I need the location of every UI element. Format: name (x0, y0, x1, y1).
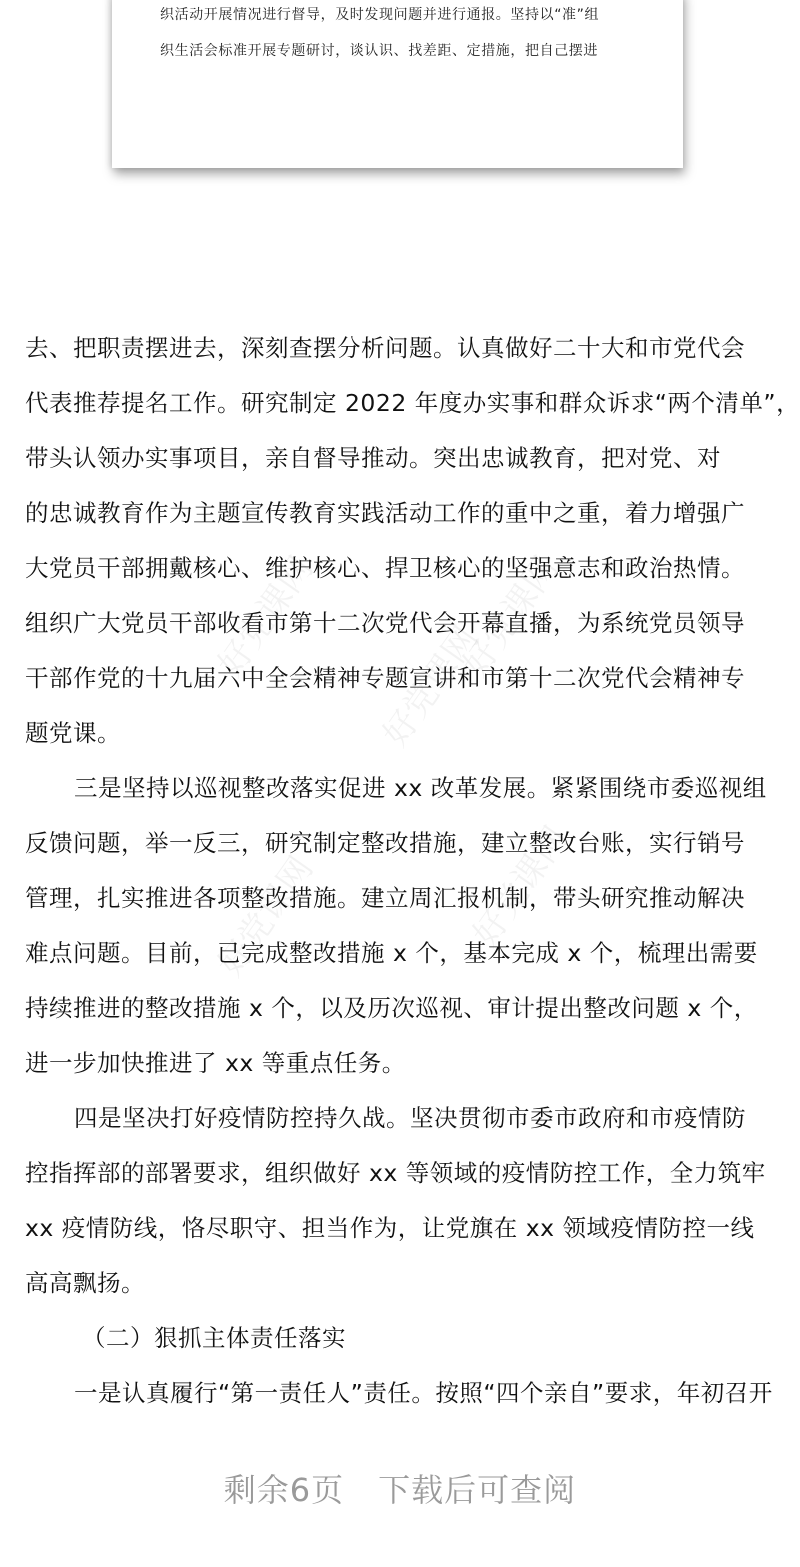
section-heading: （二）狠抓主体责任落实 (82, 1324, 346, 1352)
card-text-line: 织活动开展情况进行督导，及时发现问题并进行通报。坚持以“准”组 (160, 7, 600, 23)
watermark: 好党课网 (375, 619, 487, 754)
paragraph-line: 进一步加快推进了 xx 等重点任务。 (25, 1049, 406, 1077)
paragraph-line: 带头认领办实事项目，亲自督导推动。突出忠诚教育，把对党、对 (25, 444, 721, 472)
paragraph-line: 题党课。 (25, 719, 121, 747)
paragraph-line: 的忠诚教育作为主题宣传教育实践活动工作的重中之重，着力增强广 (25, 499, 745, 527)
watermark: 好党课网 (465, 819, 577, 954)
download-hint-label: 下载后可查阅 (378, 1471, 577, 1509)
paragraph-line: 管理，扎实推进各项整改措施。建立周汇报机制，带头研究推动解决 (25, 884, 745, 912)
paragraph-line: 难点问题。目前，已完成整改措施 x 个，基本完成 x 个，梳理出需要 (25, 939, 758, 967)
watermark: 好党课网 (210, 849, 322, 984)
paragraph-line: 三是坚持以巡视整改落实促进 xx 改革发展。紧紧围绕市委巡视组 (74, 774, 767, 802)
download-prompt[interactable] (0, 1465, 800, 1511)
page-preview-card (112, 0, 683, 168)
watermark: 好党课网 (210, 549, 322, 684)
paragraph-line: 持续推进的整改措施 x 个，以及历次巡视、审计提出整改问题 x 个， (25, 994, 758, 1022)
paragraph-line: xx 疫情防线，恪尽职守、担当作为，让党旗在 xx 领域疫情防控一线 (25, 1214, 755, 1242)
card-text-line: 织生活会标准开展专题研讨，谈认识、找差距、定措施，把自己摆进 (160, 43, 598, 59)
paragraph-line: 干部作党的十九届六中全会精神专题宣讲和市第十二次党代会精神专 (25, 664, 745, 692)
remaining-pages-label: 剩余6页 (223, 1471, 345, 1509)
watermark: 好党课网 (455, 549, 567, 684)
paragraph-line: 一是认真履行“第一责任人”责任。按照“四个亲自”要求，年初召开 (74, 1379, 773, 1407)
paragraph-line: 去、把职责摆进去，深刻查摆分析问题。认真做好二十大和市党代会 (25, 334, 745, 362)
paragraph-line: 反馈问题，举一反三，研究制定整改措施，建立整改台账，实行销号 (25, 829, 745, 857)
paragraph-line: 代表推荐提名工作。研究制定 2022 年度办实事和群众诉求“两个清单”， (25, 389, 800, 417)
paragraph-line: 控指挥部的部署要求，组织做好 xx 等领域的疫情防控工作，全力筑牢 (25, 1159, 766, 1187)
paragraph-line: 组织广大党员干部收看市第十二次党代会开幕直播，为系统党员领导 (25, 609, 745, 637)
paragraph-line: 大党员干部拥戴核心、维护核心、捍卫核心的坚强意志和政治热情。 (25, 554, 745, 582)
paragraph-line: 四是坚决打好疫情防控持久战。坚决贯彻市委市政府和市疫情防 (74, 1104, 746, 1132)
paragraph-line: 高高飘扬。 (25, 1269, 145, 1297)
